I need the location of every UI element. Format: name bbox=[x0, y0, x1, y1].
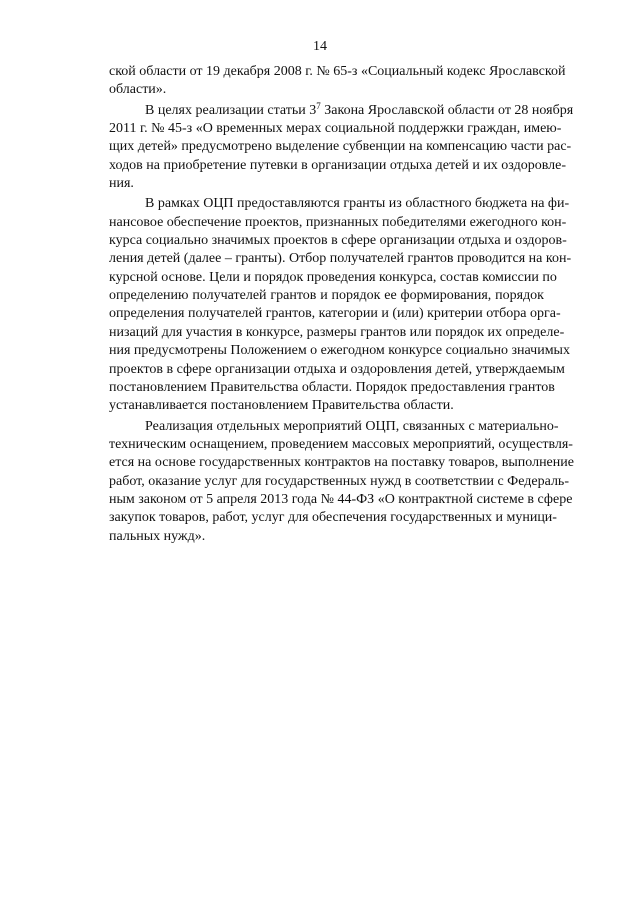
text-line: курса социально значимых проектов в сфере организации отдыха и оздоров- bbox=[109, 233, 567, 249]
text-line: закупок товаров, работ, услуг для обеспечения государственных и муници- bbox=[109, 510, 557, 526]
text-line: Реализация отдельных мероприятий ОЦП, связанных с материально- bbox=[145, 418, 559, 434]
text-line: техническим оснащением, проведением массовых мероприятий, осуществля- bbox=[109, 436, 573, 452]
text-line: низаций для участия в конкурсе, размеры грантов или порядок их определе- bbox=[109, 324, 565, 340]
document-body bbox=[109, 63, 574, 546]
text-line: пальных нужд». bbox=[109, 528, 206, 544]
text-line: ходов на приобретение путевки в организации отдыха детей и их оздоровле- bbox=[109, 157, 566, 173]
paragraph-grants bbox=[109, 195, 572, 415]
text-line bbox=[109, 100, 574, 120]
text-line: определения получателей грантов, категории и (или) критерии отбора орга- bbox=[109, 306, 561, 322]
text-line: ния предусмотрены Положением о ежегодном конкурсе социально значимых bbox=[109, 343, 570, 359]
text-line: ния. bbox=[109, 176, 134, 192]
text-line: ления детей (далее – гранты). Отбор получателей грантов проводится на кон- bbox=[109, 251, 572, 267]
paragraph-continuation bbox=[109, 63, 566, 100]
text-line: постановлением Правительства области. Порядок предоставления грантов bbox=[109, 379, 555, 395]
text-line: ется на основе государственных контрактов на поставку товаров, выполнение bbox=[109, 455, 574, 471]
page-number: 14 bbox=[313, 39, 327, 54]
text-line: проектов в сфере организации отдыха и оздоровления детей, утверждаемым bbox=[109, 361, 565, 377]
paragraph-contracts bbox=[109, 418, 574, 546]
text-line: 2011 г. № 45-з «О временных мерах социальной поддержки граждан, имею- bbox=[109, 121, 562, 137]
text-fragment: Закона Ярославской области от 28 ноября bbox=[320, 102, 574, 118]
text-line: щих детей» предусмотрено выделение субвенции на компенсацию части рас- bbox=[109, 139, 572, 155]
text-line: работ, оказание услуг для государственных нужд в соответствии с Федераль- bbox=[109, 473, 569, 489]
text-fragment: В целях реализации статьи 3 bbox=[145, 102, 317, 118]
text-line: устанавливается постановлением Правительства области. bbox=[109, 398, 454, 414]
text-line: нансовое обеспечение проектов, признанных победителями ежегодного кон- bbox=[109, 214, 567, 230]
text-line: определению получателей грантов и порядок ее формирования, порядок bbox=[109, 288, 544, 304]
text-line: ской области от 19 декабря 2008 г. № 65-з «Социальный кодекс Ярославской bbox=[109, 64, 566, 79]
superscript-index: 7 bbox=[316, 100, 321, 111]
text-line: ным законом от 5 апреля 2013 года № 44-ФЗ «О контрактной системе в сфере bbox=[109, 491, 573, 507]
text-line: В рамках ОЦП предоставляются гранты из областного бюджета на фи- bbox=[145, 196, 570, 212]
text-line: области». bbox=[109, 82, 167, 98]
text-line: курсной основе. Цели и порядок проведения конкурса, состав комиссии по bbox=[109, 269, 557, 285]
paragraph-subvention bbox=[109, 100, 574, 194]
